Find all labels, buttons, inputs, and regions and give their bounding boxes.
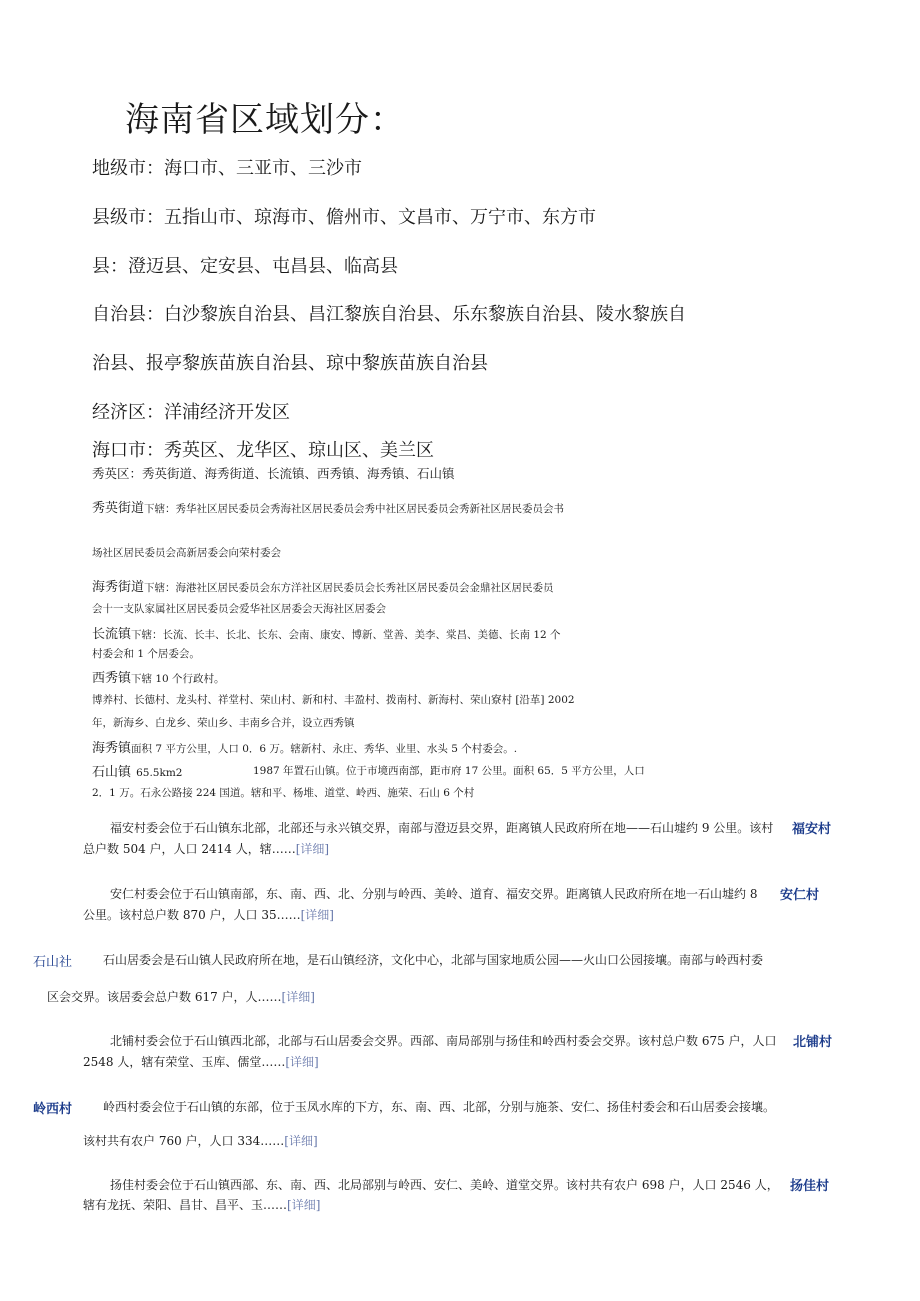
xiuying-district-line: 秀英区：秀英街道、海秀街道、长流镇、西秀镇、海秀镇、石山镇 xyxy=(92,466,455,481)
changliu-cont: 村委会和 1 个居委会。 xyxy=(92,648,200,660)
xiuying-street-cont: 场社区居民委员会高新居委会向荣村委会 xyxy=(92,547,281,559)
shishan-cont: 2．1 万。石永公路接 224 国道。辖和平、杨堆、道堂、岭西、施荣、石山 6 个村 xyxy=(92,787,475,799)
xixiu-block xyxy=(92,667,225,686)
page-title: 海南省区域划分： xyxy=(125,100,405,140)
county-cities-line: 县级市：五指山市、琼海市、儋州市、文昌市、万宁市、东方市 xyxy=(92,207,596,228)
yangjia-village-line-1: 扬佳村委会位于石山镇西部、东、南、西、北局部别与岭西、安仁、美岭、道堂交界。该村共有农户 698 户，人口 2546 人， xyxy=(110,1178,779,1192)
lingxi-village-line-2 xyxy=(83,1132,318,1149)
anren-village-line-1: 安仁村委会位于石山镇南部，东、南、西、北、分别与岭西、美岭、道育、福安交界。距离镇人民政府所在地一石山墟约 8 xyxy=(110,887,758,901)
haixiu-town-block xyxy=(92,737,517,756)
autonomous-counties-line-1: 自治县：白沙黎族自治县、昌江黎族自治县、乐东黎族自治县、陵水黎族自 xyxy=(92,304,686,325)
anren-village-text: 公里。该村总户数 870 户，人口 35…… xyxy=(83,908,301,922)
haixiu-town-name: 海秀镇 xyxy=(92,741,132,756)
lingxi-village-tag[interactable]: 岭西村 xyxy=(33,1102,73,1117)
beipu-village-line-2 xyxy=(83,1053,319,1070)
shishan-block xyxy=(92,761,183,780)
yangjia-village-tag[interactable]: 扬佳村 xyxy=(790,1179,830,1194)
shishan-community-line-1: 石山居委会是石山镇人民政府所在地，是石山镇经济，文化中心，北部与国家地质公园——火山口公园接壤。南部与岭西村委 xyxy=(103,953,764,967)
shishan-area: 65.5km2 xyxy=(136,767,183,779)
shishan-community-text: 区会交界。该居委会总户数 617 户，人…… xyxy=(47,990,282,1004)
xixiu-name: 西秀镇 xyxy=(92,671,132,686)
shishan-community-tag[interactable]: 石山社 xyxy=(33,955,73,970)
haixiu-town-text: 面积 7 平方公里，人口 0．6 万。辖新村、永庄、秀华、业里、水头 5 个村委会。. xyxy=(131,743,518,755)
beipu-village-tag[interactable]: 北铺村 xyxy=(793,1035,833,1050)
beipu-village-text: 2548 人，辖有荣堂、玉库、儒堂…… xyxy=(83,1055,286,1069)
economic-zone-line: 经济区：洋浦经济开发区 xyxy=(92,402,290,423)
xiuying-street-block xyxy=(92,497,564,516)
xixiu-history: 年，新海乡、白龙乡、荣山乡、丰南乡合并，设立西秀镇 xyxy=(92,717,355,729)
anren-village-tag[interactable]: 安仁村 xyxy=(780,888,820,903)
anren-more-link[interactable]: [详细] xyxy=(300,908,334,922)
fuan-village-tag[interactable]: 福安村 xyxy=(792,822,832,837)
shishan-text: 1987 年置石山镇。位于市境西南部，距市府 17 公里。面积 65．5 平方公里，人口 xyxy=(253,765,645,777)
shishan-more-link[interactable]: [详细] xyxy=(281,990,315,1004)
haixiu-street-block xyxy=(92,576,554,595)
xiuying-street-text: 下辖：秀华社区居民委员会秀海社区居民委员会秀中社区居民委员会秀新社区居民委员会书 xyxy=(144,503,565,515)
anren-village-line-2 xyxy=(83,906,334,923)
yangjia-village-line-2 xyxy=(83,1196,320,1213)
haixiu-street-cont: 会十一支队家属社区居民委员会爱华社区居委会天海社区居委会 xyxy=(92,603,386,615)
prefecture-cities-line: 地级市：海口市、三亚市、三沙市 xyxy=(92,158,362,179)
yangjia-more-link[interactable]: [详细] xyxy=(287,1198,321,1212)
xixiu-villages: 博养村、长德村、龙头村、祥堂村、荣山村、新和村、丰盈村、拨南村、新海村、荣山寮村 [沿革] 2002 xyxy=(92,694,575,706)
changliu-name: 长流镇 xyxy=(92,627,132,642)
counties-line: 县：澄迈县、定安县、屯昌县、临高县 xyxy=(92,256,398,277)
lingxi-village-line-1: 岭西村委会位于石山镇的东部，位于玉凤水库的下方，东、南、西、北部，分别与施茶、安仁、扬佳村委会和石山居委会接壤。 xyxy=(103,1100,776,1114)
haikou-districts-line: 海口市：秀英区、龙华区、琼山区、美兰区 xyxy=(92,440,434,461)
xixiu-text: 下辖 10 个行政村。 xyxy=(131,673,225,685)
fuan-village-line-2 xyxy=(83,840,329,857)
shishan-name: 石山镇 xyxy=(92,765,132,780)
xiuying-street-name: 秀英街道 xyxy=(92,501,145,516)
yangjia-village-text: 辖有龙抚、荣阳、昌甘、昌平、玉…… xyxy=(83,1198,288,1212)
lingxi-village-text: 该村共有农户 760 户，人口 334…… xyxy=(83,1134,285,1148)
autonomous-counties-line-2: 治县、报亭黎族苗族自治县、琼中黎族苗族自治县 xyxy=(92,353,488,374)
haixiu-street-name: 海秀街道 xyxy=(92,580,145,595)
fuan-village-text: 总户数 504 户，人口 2414 人，辖…… xyxy=(83,842,296,856)
shishan-community-line-2 xyxy=(47,988,315,1005)
changliu-text: 下辖：长流、长丰、长北、长东、会南、康安、博新、堂善、美李、棠昌、美德、长南 12 个 xyxy=(131,629,561,641)
fuan-more-link[interactable]: [详细] xyxy=(295,842,330,856)
haixiu-street-text: 下辖：海港社区居民委员会东方洋社区居民委员会长秀社区居民委员会金鼎社区居民委员 xyxy=(144,582,554,594)
beipu-more-link[interactable]: [详细] xyxy=(285,1055,319,1069)
fuan-village-line-1: 福安村委会位于石山镇东北部，北部还与永兴镇交界，南部与澄迈县交界，距离镇人民政府所在地——石山墟约 9 公里。该村 xyxy=(110,821,774,835)
lingxi-more-link[interactable]: [详细] xyxy=(284,1134,318,1148)
beipu-village-line-1: 北铺村委会位于石山镇西北部，北部与石山居委会交界。西部、南局部别与扬佳和岭西村委会交界。该村总户数 675 户，人口 xyxy=(110,1034,777,1048)
changliu-block xyxy=(92,623,561,642)
